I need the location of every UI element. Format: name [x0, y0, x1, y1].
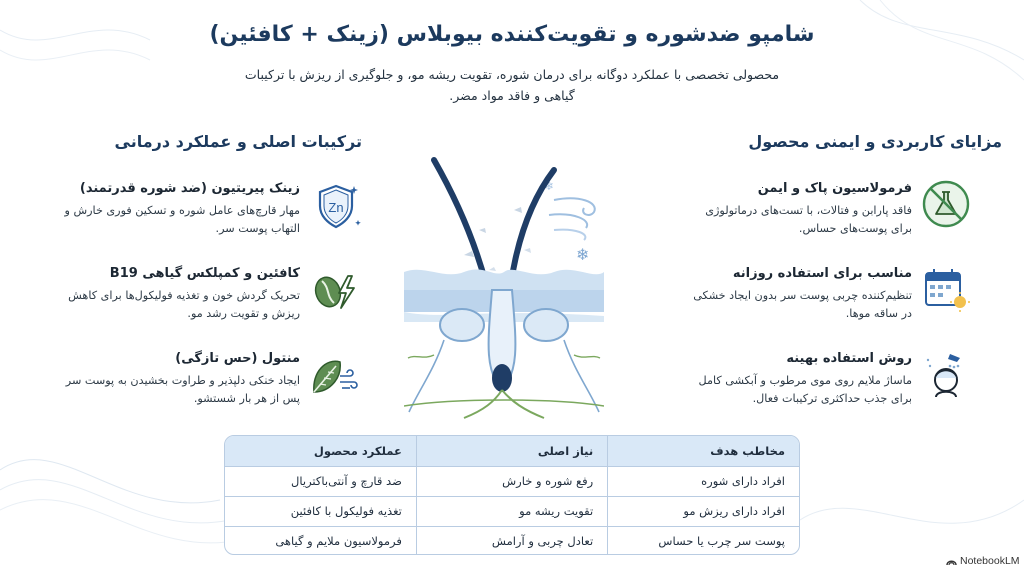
- benefits-heading: مزایای کاربردی و ایمنی محصول: [748, 132, 1002, 151]
- coffee-bean-energy-icon: [308, 264, 360, 316]
- benefit-title: مناسب برای استفاده روزانه: [732, 266, 912, 281]
- column-header: نیاز اصلی: [416, 436, 607, 466]
- notebooklm-logo-icon: [946, 557, 957, 566]
- table-cell: ضد قارچ و آنتی‌باکتریال: [225, 466, 416, 496]
- benefit-item-usage-method: [686, 351, 912, 408]
- ingredient-title: منتول (حس تازگی): [175, 351, 300, 366]
- target-audience-table: [224, 435, 800, 555]
- benefit-title: فرمولاسیون پاک و ایمن: [757, 181, 912, 196]
- benefit-text: ماساژ ملایم روی موی مرطوب و آبکشی کامل برای جذب حداکثری ترکیبات فعال.: [698, 374, 912, 405]
- benefit-text: تنظیم‌کننده چربی پوست سر بدون ایجاد خشکی در ساقه موها.: [693, 289, 912, 320]
- head-shower-icon: [920, 350, 972, 402]
- ingredient-item-zinc: [64, 181, 300, 238]
- calendar-sun-icon: [920, 264, 972, 316]
- brand-watermark: [946, 555, 1020, 567]
- ingredients-heading: ترکیبات اصلی و عملکرد درمانی: [114, 132, 362, 151]
- hair-follicle-illustration: [404, 140, 604, 420]
- ingredient-text: مهار قارچ‌های عامل شوره و تسکین فوری خارش و التهاب پوست سر.: [64, 204, 300, 235]
- svg-text:❄: ❄: [544, 179, 555, 193]
- svg-text:Zn: Zn: [328, 200, 344, 215]
- ingredient-text: تحریک گردش خون و تغذیه فولیکول‌ها برای کاهش ریزش و تقویت رشد مو.: [68, 289, 300, 320]
- table-cell: فرمولاسیون ملایم و گیاهی: [225, 526, 416, 555]
- zinc-shield-icon: [310, 180, 362, 232]
- table-cell: افراد دارای ریزش مو: [608, 496, 799, 526]
- page-subtitle: محصولی تخصصی با عملکرد دوگانه برای درمان شوره، تقویت ریشه مو، و جلوگیری از ریزش با ترکیبات گیاهی و فاقد مواد مضر.: [244, 67, 780, 103]
- table-row: [225, 466, 799, 496]
- benefit-item-clean-formula: [686, 181, 912, 238]
- table-cell: پوست سر چرب یا حساس: [608, 526, 799, 555]
- table-header-row: [225, 436, 799, 466]
- table-cell: افراد دارای شوره: [608, 466, 799, 496]
- svg-text:❄: ❄: [576, 245, 590, 264]
- column-header: مخاطب هدف: [608, 436, 799, 466]
- ingredient-title: کافئین و کمپلکس گیاهی B19: [109, 266, 300, 281]
- brand-name: NotebookLM: [960, 555, 1020, 567]
- benefit-text: فاقد پارابن و فتالات، با تست‌های درماتولوژی برای پوست‌های حساس.: [705, 204, 912, 235]
- table-cell: تقویت ریشه مو: [416, 496, 607, 526]
- benefit-title: روش استفاده بهینه: [786, 351, 912, 366]
- table-cell: رفع شوره و خارش: [416, 466, 607, 496]
- ingredient-item-caffeine: [64, 266, 300, 323]
- ingredient-item-menthol: [64, 351, 300, 408]
- no-chemicals-flask-icon: [920, 178, 972, 230]
- table-cell: تغذیه فولیکول با کافئین: [225, 496, 416, 526]
- mint-leaf-icon: [306, 350, 358, 402]
- table-cell: تعادل چربی و آرامش: [416, 526, 607, 555]
- table-row: [225, 496, 799, 526]
- ingredient-text: ایجاد خنکی دلپذیر و طراوت بخشیدن به پوست سر پس از هر بار شستشو.: [65, 374, 300, 405]
- table-row: [225, 526, 799, 555]
- ingredient-title: زینک پیریتیون (ضد شوره قدرتمند): [79, 181, 300, 196]
- column-header: عملکرد محصول: [225, 436, 416, 466]
- benefit-item-daily-use: [686, 266, 912, 323]
- page-title: شامپو ضدشوره و تقویت‌کننده بیوبلاس (زینک + کافئین): [209, 22, 815, 47]
